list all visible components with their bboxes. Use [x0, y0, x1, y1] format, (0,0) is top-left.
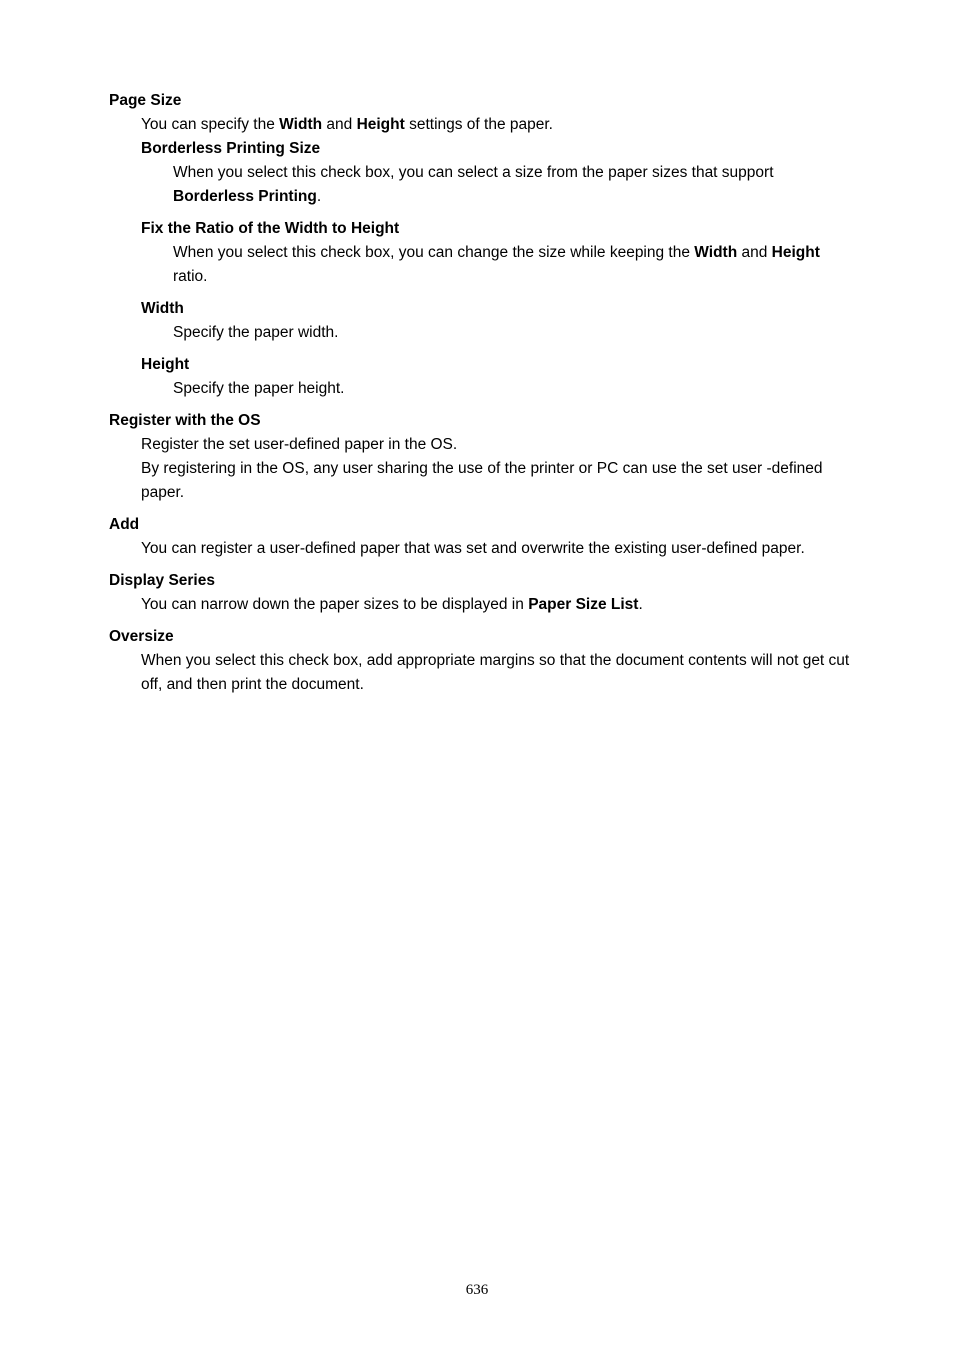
register-with-os-heading: Register with the OS — [109, 412, 261, 429]
width-heading: Width — [141, 300, 184, 317]
fix-ratio-description — [173, 241, 854, 289]
height-description: Specify the paper height. — [173, 380, 345, 397]
oversize-heading: Oversize — [109, 628, 174, 645]
text-run: and — [322, 116, 357, 133]
borderless-printing-size-description — [173, 161, 854, 209]
text-run: When you select this check box, you can change the size while keeping the — [173, 244, 695, 261]
bold-term-height: Height — [771, 244, 820, 261]
width-description: Specify the paper width. — [173, 324, 339, 341]
text-run: ratio. — [173, 268, 208, 285]
display-series-heading: Display Series — [109, 572, 215, 589]
bold-term-width: Width — [279, 116, 323, 133]
bold-term-width: Width — [694, 244, 738, 261]
text-run: When you select this check box, you can select a size from the paper sizes that support — [173, 164, 774, 181]
fix-ratio-heading: Fix the Ratio of the Width to Height — [141, 220, 400, 237]
document-content — [109, 89, 854, 697]
page-number: 636 — [465, 1282, 489, 1298]
height-heading: Height — [141, 356, 190, 373]
oversize-description: When you select this check box, add appropriate margins so that the document contents will not get cut off, and then print the document. — [141, 652, 850, 693]
text-run: and — [737, 244, 772, 261]
bold-term-height: Height — [356, 116, 405, 133]
register-with-os-description-2: By registering in the OS, any user sharing the use of the printer or PC can use the set user -defined paper. — [141, 460, 823, 501]
page-size-description — [141, 113, 854, 137]
text-run: . — [638, 596, 643, 613]
register-with-os-description-1: Register the set user-defined paper in the OS. — [141, 436, 458, 453]
borderless-printing-size-heading: Borderless Printing Size — [141, 140, 321, 157]
page-size-heading: Page Size — [109, 92, 182, 109]
bold-term-paper-size-list: Paper Size List — [528, 596, 639, 613]
text-run: You can narrow down the paper sizes to be displayed in — [141, 596, 529, 613]
add-heading: Add — [109, 516, 140, 533]
add-description: You can register a user-defined paper that was set and overwrite the existing user-defined paper. — [141, 540, 805, 557]
text-run: . — [316, 188, 322, 205]
bold-term-borderless-printing: Borderless Printing — [173, 188, 317, 205]
text-run: You can specify the — [141, 116, 280, 133]
display-series-description — [141, 593, 854, 617]
text-run: settings of the paper. — [404, 116, 553, 133]
